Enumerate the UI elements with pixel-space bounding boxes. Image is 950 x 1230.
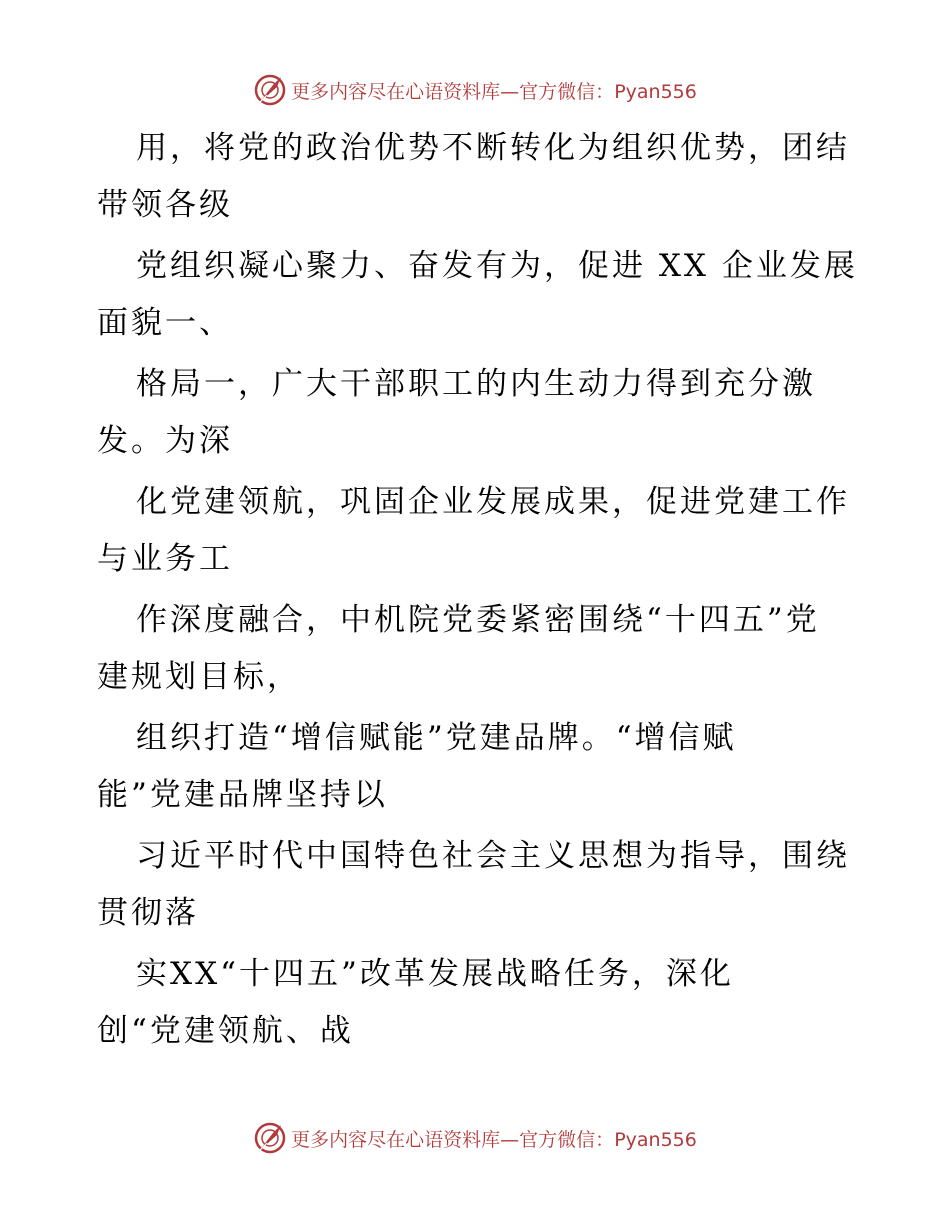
paragraph-line-first: 用，将党的政治优势不断转化为组织优势，团结: [136, 130, 850, 166]
paragraph: [0, 710, 950, 828]
paragraph: [0, 120, 950, 238]
paragraph: [0, 828, 950, 946]
quill-pen-logo-icon: [253, 73, 287, 107]
paragraph-line-first: 化党建领航，巩固企业发展成果，促进党建工作: [136, 484, 850, 520]
header-banner-title: 更多内容尽在心语资料库: [291, 80, 501, 103]
paragraph: [0, 356, 950, 474]
header-banner-separator: —: [500, 80, 520, 103]
header-wechat-label: 官方微信：: [519, 80, 615, 103]
header-wechat-id: Pyan556: [614, 80, 697, 103]
footer-banner: [0, 1118, 950, 1158]
paragraph-line-second: 与业务工: [97, 541, 233, 577]
paragraph: [0, 474, 950, 592]
paragraph-line-second: 贯彻落: [97, 895, 199, 931]
paragraph-line-second: 面貌一、: [97, 305, 233, 341]
paragraph: [0, 238, 950, 356]
paragraph-line-first: 作深度融合，中机院党委紧密围绕“十四五”党: [136, 602, 820, 638]
paragraph-line-second: 发。为深: [97, 423, 233, 459]
footer-banner-separator: —: [500, 1128, 520, 1151]
footer-wechat-id: Pyan556: [614, 1128, 697, 1151]
paragraph-line-second: 能”党建品牌坚持以: [97, 777, 388, 813]
footer-banner-title: 更多内容尽在心语资料库: [291, 1128, 501, 1151]
footer-banner-text: [291, 1125, 697, 1152]
paragraph-line-second: 创“党建领航、战: [97, 1013, 354, 1049]
paragraph-line-second: 带领各级: [97, 187, 233, 223]
quill-pen-logo-icon: [253, 1121, 287, 1155]
paragraph-line-second: 建规划目标，: [97, 659, 301, 695]
paragraph-line-first: 习近平时代中国特色社会主义思想为指导，围绕: [136, 838, 850, 874]
document-body: [0, 120, 950, 1064]
paragraph-line-first: 党组织凝心聚力、奋发有为，促进 XX 企业发展: [136, 248, 858, 284]
footer-wechat-label: 官方微信：: [519, 1128, 615, 1151]
paragraph-line-first: 实XX“十四五”改革发展战略任务，深化: [136, 956, 734, 992]
header-banner: [0, 70, 950, 110]
paragraph: [0, 946, 950, 1064]
paragraph-line-first: 组织打造“增信赋能”党建品牌。“增信赋: [136, 720, 737, 756]
paragraph: [0, 592, 950, 710]
header-banner-text: [291, 77, 697, 104]
footer-banner-inner: [253, 1121, 697, 1155]
paragraph-line-first: 格局一，广大干部职工的内生动力得到充分激: [136, 366, 816, 402]
header-banner-inner: [253, 73, 697, 107]
